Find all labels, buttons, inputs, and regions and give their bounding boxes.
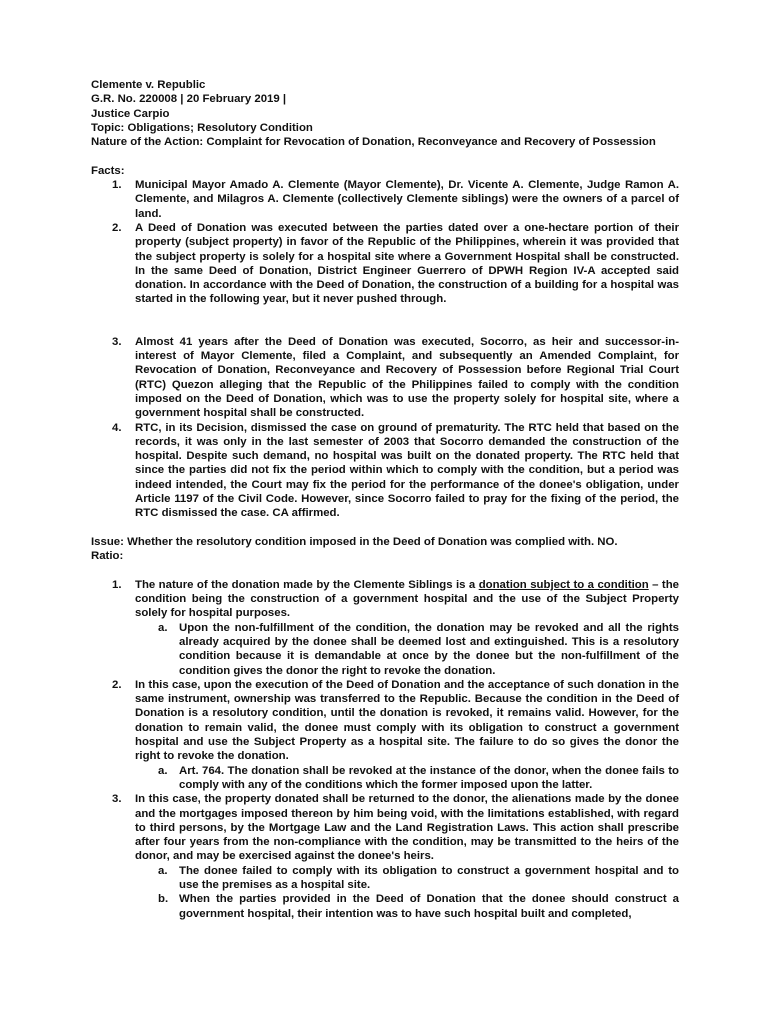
nature-of-action: Nature of the Action: Complaint for Revocation of Donation, Reconveyance and Recovery of Possession	[91, 136, 656, 149]
fact-text: Almost 41 years after the Deed of Donation was executed, Socorro, as heir and successor-in-interest of Mayor Clemente, filed a Complaint, and subsequently an Amended Complaint, for Revocation of Donation, Reconveyance and Recovery of Possession before Regional Trial Court (RTC) Quezon alleging that the Republic of the Philippines failed to comply with the condition imposed on the Deed of Donation, which was to use the property solely for hospital site, where a government hospital shall be constructed.	[135, 335, 679, 420]
ratio-list	[91, 578, 679, 921]
case-header	[91, 78, 679, 149]
fact-item-3	[91, 335, 679, 421]
list-marker: 1.	[112, 179, 122, 192]
fact-text: Municipal Mayor Amado A. Clemente (Mayor Clemente), Dr. Vicente A. Clemente, Judge Ramon A. Clemente, and Milagros A. Clemente (collectively Clemente siblings) were the owners of a parcel of land.	[135, 179, 679, 220]
document-page	[91, 78, 679, 921]
ratio-item-3b	[91, 892, 679, 921]
sub-marker: b.	[158, 893, 169, 906]
ratio-item-3a	[91, 864, 679, 893]
issue-statement: Issue: Whether the resolutory condition imposed in the Deed of Donation was complied with. NO.	[91, 535, 618, 548]
facts-list	[91, 178, 679, 307]
list-marker: 3.	[112, 793, 122, 806]
sub-text: The donee failed to comply with its obligation to construct a government hospital and to use the premises as a hospital site.	[179, 864, 679, 892]
ratio-item-1a	[91, 621, 679, 678]
fact-text: A Deed of Donation was executed between the parties dated over a one-hectare portion of their property (subject property) in favor of the Republic of the Philippines, wherein it was provided that the subject property is solely for a hospital site where a Government Hospital shall be constructed. In the same Deed of Donation, District Engineer Guerrero of DPWH Region IV-A accepted said donation. In accordance with the Deed of Donation, the construction of a building for a hospital was started in the following year, but it never pushed through.	[135, 221, 679, 306]
sub-text: Art. 764. The donation shall be revoked at the instance of the donor, when the donee fails to comply with any of the conditions which the former imposed upon the latter.	[179, 764, 679, 791]
sub-marker: a.	[158, 621, 168, 634]
ratio-text: In this case, upon the execution of the Deed of Donation and the acceptance of such donation in the same instrument, ownership was transferred to the Republic. Because the condition in the Deed of Donation is a resolutory condition, until the donation is revoked, it remains valid. However, for the donation to remain valid, the donee must comply with its obligation to construct a government hospital and use the Subject Property as a hospital site. The failure to do so gives the donor the right to revoke the donation.	[135, 678, 679, 763]
fact-item-2	[91, 221, 679, 307]
sub-text: When the parties provided in the Deed of Donation that the donee should construct a government hospital, their intention was to have such hospital built and completed,	[179, 893, 679, 920]
list-marker: 1.	[112, 578, 122, 591]
ratio-heading: Ratio:	[91, 550, 124, 563]
fact-item-4	[91, 421, 679, 521]
gr-number: G.R. No. 220008 | 20 February 2019 |	[91, 93, 287, 106]
ratio-text-before: The nature of the donation made by the Clemente Siblings is a	[135, 578, 479, 591]
case-title: Clemente v. Republic	[91, 79, 206, 91]
sub-marker: a.	[158, 864, 168, 877]
ratio-text-after: – the condition being the construction of a government hospital and the use of the Subject Property solely for hospital purposes.	[135, 578, 679, 620]
ratio-item-3	[91, 792, 679, 863]
list-marker: 3.	[112, 335, 122, 348]
underlined-term: donation subject to a condition	[478, 578, 649, 591]
ratio-item-1	[91, 578, 679, 621]
facts-list-continued	[91, 335, 679, 521]
fact-item-1	[91, 178, 679, 221]
sub-text: Upon the non-fulfillment of the condition, the donation may be revoked and all the rights already acquired by the donee shall be deemed lost and extinguished. This is a resolutory condition because it is demandable at once by the donee but the non-fulfillment of the condition gives the donor the right to revoke the donation.	[179, 621, 679, 677]
ponente: Justice Carpio	[91, 107, 170, 120]
list-marker: 4.	[112, 421, 122, 434]
facts-heading: Facts:	[91, 164, 125, 177]
list-marker: 2.	[112, 678, 122, 691]
ratio-item-2a	[91, 764, 679, 793]
fact-text: RTC, in its Decision, dismissed the case on ground of prematurity. The RTC held that based on the records, it was only in the last semester of 2003 that Socorro demanded the construction of the hospital. Despite such demand, no hospital was built on the donated property. The RTC held that since the parties did not fix the period within which to comply with the condition, but a period was indeed intended, the Court may fix the period for the performance of the donee's obligation, under Article 1197 of the Civil Code. However, since Socorro failed to pray for the fixing of the period, the RTC dismissed the case. CA affirmed.	[135, 421, 679, 520]
list-marker: 2.	[112, 221, 122, 234]
ratio-item-2	[91, 678, 679, 764]
topic-line: Topic: Obligations; Resolutory Condition	[91, 121, 313, 134]
ratio-text: In this case, the property donated shall be returned to the donor, the alienations made by the donee and the mortgages imposed thereon by him being void, with the limitations established, with regard to third persons, by the Mortgage Law and the Land Registration Laws. This action shall prescribe after four years from the non-compliance with the condition, may be transmitted to the heirs of the donor, and may be exercised against the donee's heirs.	[135, 793, 679, 863]
sub-marker: a.	[158, 764, 168, 777]
